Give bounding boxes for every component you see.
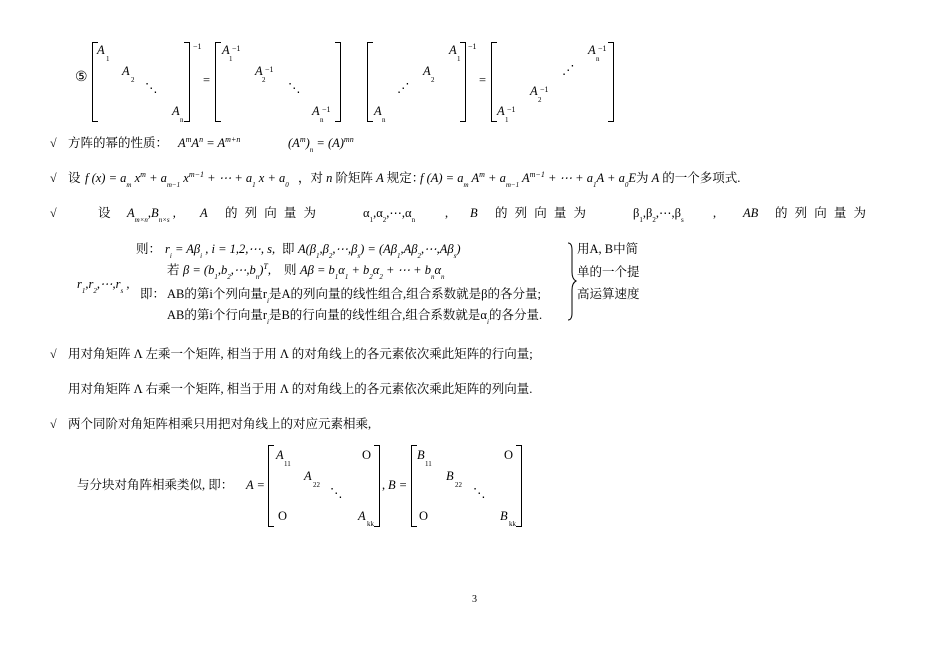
anti-diagonal-dots: ⋰ — [562, 63, 575, 77]
equals-sign: = — [203, 73, 211, 87]
check-mark: √ — [50, 136, 57, 150]
poly-fA: f $(A) = a_m$ $A^m + a_{m-1}$ $A^{m-1}$ + ⋯ + $a_1A + a_0E$ — [420, 170, 636, 189]
check-mark: √ — [50, 171, 57, 185]
col-a: A — [200, 206, 208, 220]
poly-text: ，对 n 阶矩阵 A 规定： — [298, 171, 425, 185]
matrix-superscript: −1 — [322, 105, 331, 114]
note-line-3: 高运算速度 — [577, 287, 640, 301]
matrix-subscript: 1 — [457, 55, 461, 63]
item-number-5: ⑤ — [75, 70, 88, 85]
b-equals: B = — [388, 478, 408, 492]
matrix-superscript: −1 — [540, 85, 549, 94]
beta-formula: $\beta = (b_1,b_2,\cdots,b_n)^T$, — [183, 262, 271, 281]
matrix-superscript: −1 — [598, 44, 607, 53]
left-bracket — [268, 445, 274, 527]
matrix-subscript: 2 — [431, 76, 435, 84]
inverse-mark: −1 — [468, 42, 477, 51]
col-text-b: 的 列 向 量 为 — [495, 206, 589, 220]
matrix-entry: A — [374, 104, 382, 118]
row-combination: AB的第i个行向量$r_i$是B的行向量的线性组合,组合系数就是$\alpha_i$的各分量. — [167, 308, 543, 326]
block-label: 与分块对角阵相乘类似, 即： — [77, 478, 234, 492]
ie-label: 即： — [140, 287, 166, 301]
block-subscript: kk — [367, 520, 374, 528]
col-text-a: 的 列 向 量 为 — [225, 206, 319, 220]
diagonal-dots: ⋱ — [288, 81, 301, 95]
anti-diagonal-dots: ⋰ — [397, 81, 410, 95]
col-b: B — [470, 206, 478, 220]
block-entry: A — [304, 469, 312, 483]
poly-label: 设 — [68, 171, 81, 185]
col-label: 设 — [98, 206, 111, 220]
zero-entry: O — [504, 448, 514, 462]
matrix-superscript: −1 — [232, 44, 241, 53]
power-formula: $A^mA^n = A^{m+n}$ — [178, 135, 241, 150]
matrix-entry: A — [255, 64, 263, 78]
matrix-subscript: 2 — [262, 76, 266, 84]
zero-entry: O — [419, 509, 429, 523]
matrix-subscript: n — [382, 116, 386, 124]
right-diagonal-text: 用对角矩阵 Λ 右乘一个矩阵, 相当于用 Λ 的对角线上的各元素依次乘此矩阵的列向量. — [68, 382, 533, 396]
if-label: 若 — [167, 263, 180, 277]
block-entry: A — [276, 448, 284, 462]
check-mark: √ — [50, 206, 57, 220]
then2-label: 则 — [284, 263, 297, 277]
zero-entry: O — [278, 509, 288, 523]
block-entry: A — [358, 509, 366, 523]
matrix-superscript: −1 — [507, 105, 516, 114]
check-mark: √ — [50, 417, 57, 431]
block-entry: B — [417, 448, 425, 462]
diagonal-dots: ⋱ — [330, 486, 343, 500]
matrix-entry: A — [449, 43, 457, 57]
matrix-subscript: 1 — [505, 116, 509, 124]
inverse-mark: −1 — [193, 42, 202, 51]
abeta-formula: $A\beta = b_1\alpha_1 + b_2\alpha_2$ + ⋯ + $b_n\alpha_n$ — [300, 263, 445, 281]
equals-sign: = — [479, 73, 487, 87]
matrix-entry: A — [172, 104, 180, 118]
r-formula: $r_i = A\beta_i$ , i = 1,2,⋯, s, — [165, 242, 276, 260]
matrix-entry: A — [497, 104, 505, 118]
matrix-entry: A — [222, 43, 230, 57]
block-subscript: 22 — [455, 481, 462, 489]
check-mark: √ — [50, 347, 57, 361]
power-formula-2: $(A^m)_n = (A)^{mn}$ — [288, 135, 354, 154]
col-beta: $\beta_1,\beta_2,\cdots,\beta_s$ — [633, 206, 684, 224]
diagonal-dots: ⋱ — [473, 486, 486, 500]
diagonal-dots: ⋱ — [145, 81, 158, 95]
block-subscript: kk — [509, 520, 516, 528]
matrix-superscript: −1 — [265, 65, 274, 74]
matrix-subscript: n — [596, 55, 600, 63]
col-combination: AB的第i个列向量$r_i$是A的列向量的线性组合,组合系数就是β的各分量; — [167, 287, 541, 305]
col-text-c: 的 列 向 量 为 — [775, 206, 869, 220]
block-entry: B — [446, 469, 454, 483]
matrix-entry: A — [122, 64, 130, 78]
comma: , — [445, 206, 449, 220]
a-equals: A = — [246, 478, 265, 492]
matrix-subscript: n — [180, 116, 184, 124]
matrix-entry: A — [97, 43, 105, 57]
r-vector-list: $r_1,r_2,\cdots,r_s$ , — [77, 277, 130, 295]
poly-text-end: 为 A 的一个多项式. — [636, 171, 741, 185]
matrix-entry: A — [312, 104, 320, 118]
note-line-2: 单的一个提 — [577, 265, 640, 279]
power-property-label: 方阵的幂的性质： — [68, 136, 169, 150]
matrix-subscript: n — [320, 116, 324, 124]
matrix-subscript: 2 — [131, 76, 135, 84]
right-bracket — [516, 445, 522, 527]
comma: , — [382, 478, 386, 492]
block-entry: B — [500, 509, 508, 523]
page-number: 3 — [472, 594, 477, 605]
block-subscript: 11 — [425, 460, 432, 468]
matrix-entry: A — [423, 64, 431, 78]
col-ab: AB — [743, 206, 759, 220]
comma: , — [713, 206, 717, 220]
then-label: 则： — [136, 242, 162, 256]
matrix-entry: A — [530, 84, 538, 98]
col-matrices: $A_{m\times n},B_{n\times s}$ , — [127, 206, 176, 224]
col-alpha: $\alpha_1,\alpha_2,\cdots,\alpha_n$ — [363, 206, 416, 224]
poly-fx: f $(x) = a_m$ $x^m + a_{m-1}$ $x^{m-1}$ + ⋯ + $a_1$ $x + a_0$ — [85, 170, 289, 189]
right-bracket — [374, 445, 380, 527]
left-diagonal-text: 用对角矩阵 Λ 左乘一个矩阵, 相当于用 Λ 的对角线上的各元素依次乘此矩阵的行向量; — [68, 347, 533, 361]
matrix-subscript: 1 — [229, 55, 233, 63]
same-order-text: 两个同阶对角矩阵相乘只用把对角线上的对应元素相乘, — [68, 417, 372, 431]
ji-label: 即 — [282, 242, 295, 256]
block-subscript: 11 — [284, 460, 291, 468]
zero-entry: O — [362, 448, 372, 462]
ab-formula: $A(\beta_1,\beta_2,\cdots,\beta_s)$ = $(A\beta_1,A\beta_2,\cdots,A\beta_s)$ — [298, 242, 461, 260]
block-subscript: 22 — [313, 481, 320, 489]
note-line-1: 用A, B中简 — [577, 242, 639, 256]
matrix-entry: A — [588, 43, 596, 57]
matrix-subscript: 1 — [106, 55, 110, 63]
matrix-subscript: 2 — [538, 96, 542, 104]
